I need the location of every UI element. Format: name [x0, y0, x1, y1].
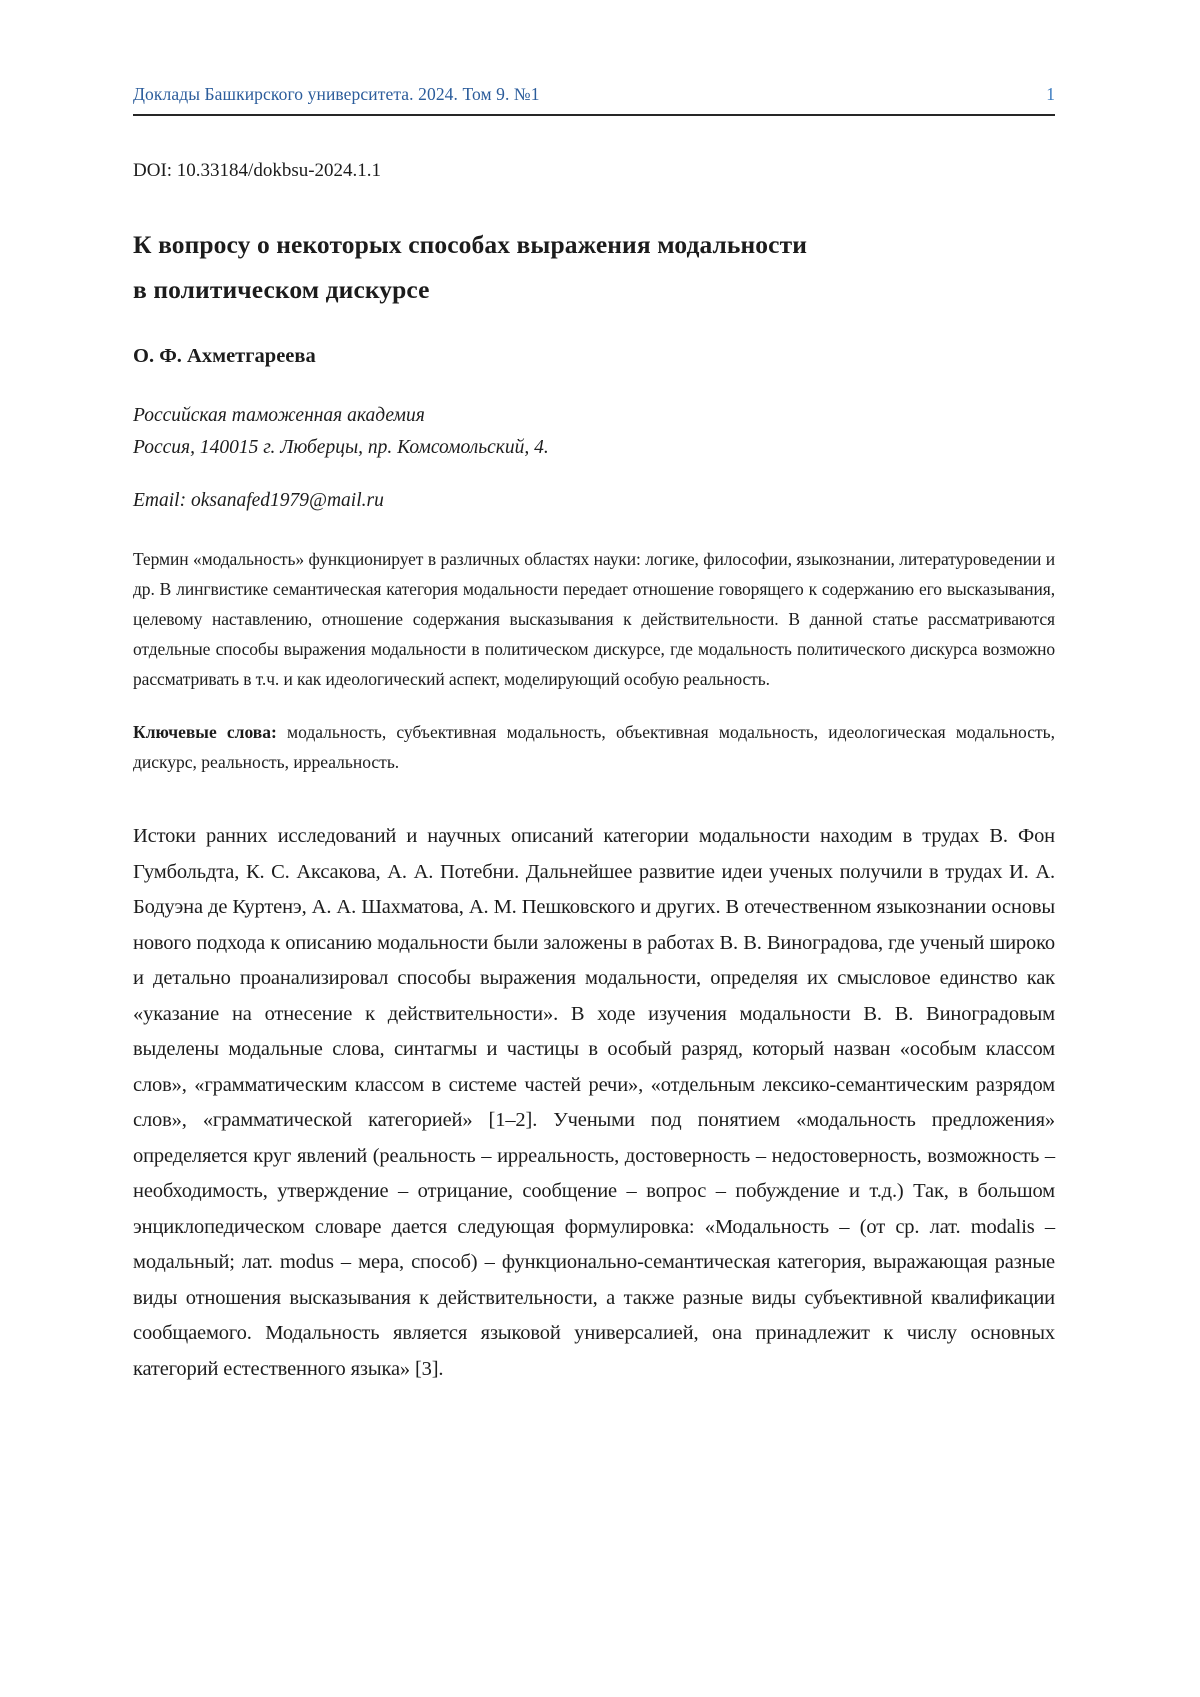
- keywords-label: Ключевые слова:: [133, 722, 277, 742]
- author-email: Email: oksanafed1979@mail.ru: [133, 490, 384, 511]
- doi: DOI: 10.33184/dokbsu-2024.1.1: [133, 160, 382, 181]
- article-title-line-1: К вопросу о некоторых способах выражения модальности: [133, 230, 807, 259]
- keywords-text: модальность, субъективная модальность, объективная модальность, идеологическая модальность, дискурс, реальность, ирреальность.: [133, 722, 1055, 772]
- author-name: О. Ф. Ахметгареева: [133, 345, 316, 367]
- article-title: [133, 222, 1055, 312]
- article-title-line-2: в политическом дискурсе: [133, 275, 430, 304]
- affiliation-address: Россия, 140015 г. Люберцы, пр. Комсомольский, 4.: [133, 437, 549, 458]
- running-header: [133, 84, 1055, 105]
- affiliation-name: Российская таможенная академия: [133, 405, 425, 426]
- keywords-paragraph: [133, 717, 1055, 777]
- affiliation-block: [133, 400, 1055, 464]
- header-rule: [133, 114, 1055, 116]
- abstract-text: Термин «модальность» функционирует в различных областях науки: логике, философии, языкознании, литературоведении и др. В лингвистике семантическая категория модальности передает отношение говорящего к содержанию его высказывания, целевому наставлению, отношение содержания высказывания к действительности. В данной статье рассматриваются отдельные способы выражения модальности в политическом дискурсе, где модальность политического дискурса возможно рассматривать в т.ч. и как идеологический аспект, моделирующий особую реальность.: [133, 549, 1055, 689]
- journal-reference: Доклады Башкирского университета. 2024. Том 9. №1: [133, 84, 540, 104]
- body-paragraph: Истоки ранних исследований и научных описаний категории модальности находим в трудах В. Фон Гумбольдта, К. С. Аксакова, А. А. Потебни. Дальнейшее развитие идеи ученых получили в трудах И. А. Бодуэна де Куртенэ, А. А. Шахматова, А. М. Пешковского и других. В отечественном языкознании основы нового подхода к описанию модальности были заложены в работах В. В. Виноградова, где ученый широко и детально проанализировал способы выражения модальности, определяя их смысловое единство как «указание на отнесение к действительности». В ходе изучения модальности В. В. Виноградовым выделены модальные слова, синтагмы и частицы в особый разряд, который назван «особым классом слов», «грамматическим классом в системе частей речи», «отдельным лексико-семантическим разрядом слов», «грамматической категорией» [1–2]. Учеными под понятием «модальность предложения» определяется круг явлений (реальность – ирреальность, достоверность – недостоверность, возможность – необходимость, утверждение – отрицание, сообщение – вопрос – побуждение и т.д.) Так, в большом энциклопедическом словаре дается следующая формулировка: «Модальность – (от ср. лат. modalis – модальный; лат. modus – мера, способ) – функционально-семантическая категория, выражающая разные виды отношения высказывания к действительности, а также разные виды субъективной квалификации сообщаемого. Модальность является языковой универсалией, она принадлежит к числу основных категорий естественного языка» [3].: [133, 825, 1055, 1380]
- page-number: 1: [1046, 84, 1055, 104]
